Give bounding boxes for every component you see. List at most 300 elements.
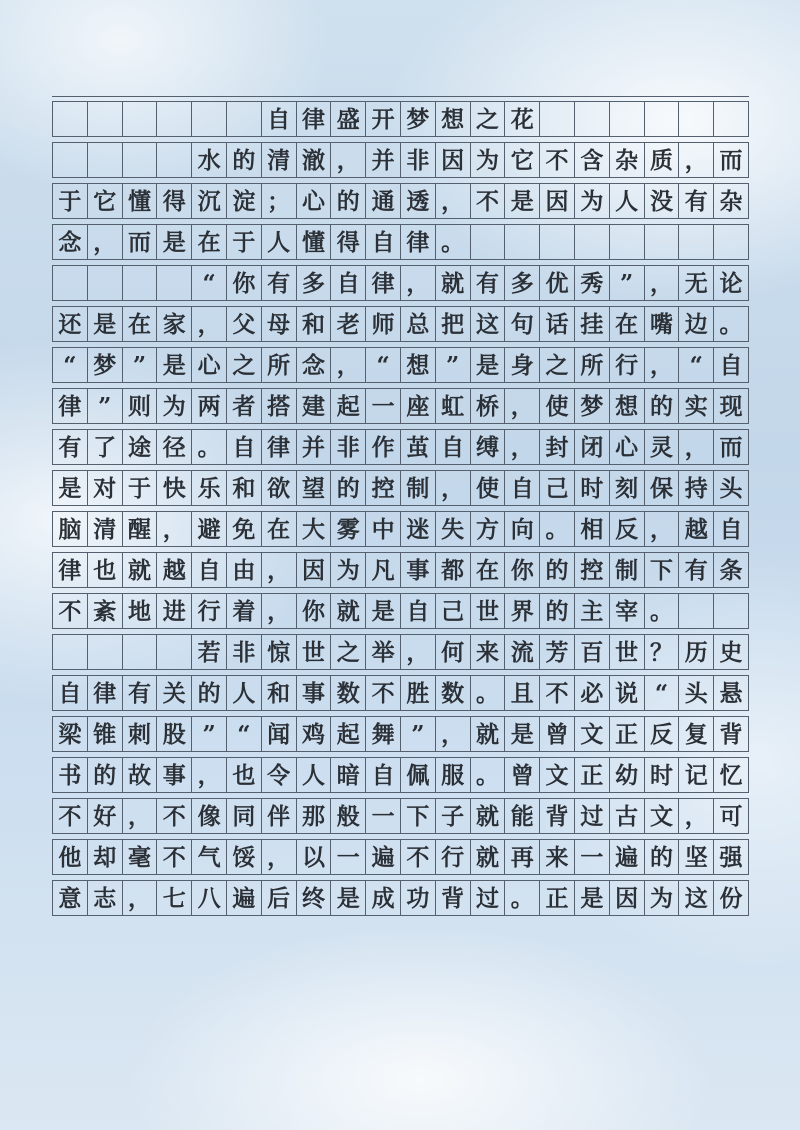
grid-cell (679, 594, 714, 628)
grid-cell: ， (679, 143, 714, 177)
grid-cell: 而 (714, 430, 749, 464)
grid-cell: ， (436, 184, 471, 218)
grid-cell: 清 (88, 512, 123, 546)
grid-cell: “ (192, 266, 227, 300)
grid-cell: 并 (366, 143, 401, 177)
grid-cell: 暗 (331, 758, 366, 792)
grid-cell (610, 225, 645, 259)
grid-cell: 是 (88, 307, 123, 341)
grid-cell: 遍 (366, 840, 401, 874)
grid-cell: 馁 (227, 840, 262, 874)
grid-cell (505, 225, 540, 259)
grid-cell: 非 (227, 635, 262, 669)
essay-line (52, 593, 749, 629)
grid-cell: 懂 (297, 225, 332, 259)
grid-cell: 于 (123, 471, 158, 505)
grid-cell: 子 (436, 799, 471, 833)
grid-cell: 还 (53, 307, 88, 341)
grid-cell: 花 (505, 102, 540, 136)
grid-cell: 在 (262, 512, 297, 546)
grid-cell: 进 (157, 594, 192, 628)
grid-cell: 边 (679, 307, 714, 341)
grid-cell: 秀 (575, 266, 610, 300)
grid-cell: 的 (227, 143, 262, 177)
grid-cell: 封 (540, 430, 575, 464)
grid-cell: 免 (227, 512, 262, 546)
grid-cell: 坚 (679, 840, 714, 874)
essay-line (52, 716, 749, 752)
grid-cell: 背 (540, 799, 575, 833)
grid-cell: 也 (227, 758, 262, 792)
grid-cell: 它 (505, 143, 540, 177)
essay-line (52, 552, 749, 588)
grid-cell: 必 (575, 676, 610, 710)
grid-cell: 事 (401, 553, 436, 587)
grid-cell: 好 (88, 799, 123, 833)
grid-cell: 界 (505, 594, 540, 628)
grid-cell: 自 (227, 430, 262, 464)
grid-cell: 自 (366, 225, 401, 259)
grid-cell: ， (645, 348, 680, 382)
grid-cell: 在 (192, 225, 227, 259)
grid-cell: 没 (645, 184, 680, 218)
grid-cell: 论 (714, 266, 749, 300)
grid-cell: 欲 (262, 471, 297, 505)
grid-cell: 曾 (540, 717, 575, 751)
grid-cell: 忆 (714, 758, 749, 792)
grid-cell: 者 (227, 389, 262, 423)
grid-cell: 心 (192, 348, 227, 382)
grid-cell: 己 (436, 594, 471, 628)
grid-cell (53, 635, 88, 669)
grid-cell: 头 (714, 471, 749, 505)
grid-cell (714, 225, 749, 259)
grid-cell: 避 (192, 512, 227, 546)
grid-cell (88, 102, 123, 136)
grid-cell: ， (331, 143, 366, 177)
grid-cell (53, 102, 88, 136)
grid-cell: 意 (53, 881, 88, 915)
grid-cell: 途 (123, 430, 158, 464)
grid-cell: ， (645, 266, 680, 300)
grid-cell: 。 (645, 594, 680, 628)
grid-cell: 作 (366, 430, 401, 464)
grid-cell: 自 (505, 471, 540, 505)
grid-cell: 越 (157, 553, 192, 587)
grid-cell: 起 (331, 717, 366, 751)
grid-cell (540, 102, 575, 136)
grid-cell: 心 (297, 184, 332, 218)
grid-cell: 舞 (366, 717, 401, 751)
grid-cell: 成 (366, 881, 401, 915)
grid-cell: 令 (262, 758, 297, 792)
grid-cell: ， (505, 430, 540, 464)
grid-cell: 的 (192, 676, 227, 710)
grid-cell: 是 (331, 881, 366, 915)
grid-cell: 律 (297, 102, 332, 136)
essay-line (52, 470, 749, 506)
grid-cell: 醒 (123, 512, 158, 546)
grid-cell: 梦 (88, 348, 123, 382)
grid-cell: 七 (157, 881, 192, 915)
grid-cell: ， (401, 266, 436, 300)
grid-cell: 座 (401, 389, 436, 423)
grid-cell: 父 (227, 307, 262, 341)
grid-cell: 之 (227, 348, 262, 382)
grid-cell: 起 (331, 389, 366, 423)
grid-cell: 的 (540, 594, 575, 628)
grid-cell: 它 (88, 184, 123, 218)
grid-cell: 宰 (610, 594, 645, 628)
grid-cell: 不 (157, 840, 192, 874)
grid-cell: 不 (157, 799, 192, 833)
grid-cell: 着 (227, 594, 262, 628)
grid-cell: 芳 (540, 635, 575, 669)
grid-cell: 控 (366, 471, 401, 505)
grid-cell: 文 (575, 717, 610, 751)
grid-cell: 史 (714, 635, 749, 669)
grid-cell: 百 (575, 635, 610, 669)
grid-cell: 自 (262, 102, 297, 136)
grid-cell: 老 (331, 307, 366, 341)
grid-cell: 就 (471, 840, 506, 874)
grid-cell: 事 (157, 758, 192, 792)
grid-cell: 背 (714, 717, 749, 751)
grid-cell: ； (262, 184, 297, 218)
grid-cell: 人 (227, 676, 262, 710)
essay-line (52, 224, 749, 260)
grid-cell: 行 (610, 348, 645, 382)
grid-cell: 家 (157, 307, 192, 341)
grid-cell: 。 (505, 881, 540, 915)
grid-cell (88, 266, 123, 300)
grid-cell: ， (679, 430, 714, 464)
grid-cell: “ (366, 348, 401, 382)
grid-cell: ？ (645, 635, 680, 669)
grid-cell: 股 (157, 717, 192, 751)
grid-cell (227, 102, 262, 136)
grid-cell: 行 (192, 594, 227, 628)
grid-cell: 以 (297, 840, 332, 874)
grid-cell: 背 (436, 881, 471, 915)
grid-cell: 是 (53, 471, 88, 505)
grid-cell: 般 (331, 799, 366, 833)
grid-cell: 不 (53, 799, 88, 833)
grid-cell: 是 (575, 881, 610, 915)
grid-cell: 心 (610, 430, 645, 464)
grid-cell: “ (645, 676, 680, 710)
grid-cell: 这 (679, 881, 714, 915)
grid-cell: ” (401, 717, 436, 751)
grid-cell: 。 (471, 758, 506, 792)
grid-cell: 是 (505, 717, 540, 751)
grid-cell: 为 (645, 881, 680, 915)
grid-cell: 来 (540, 840, 575, 874)
grid-cell: 在 (123, 307, 158, 341)
grid-cell: 人 (610, 184, 645, 218)
grid-cell: 保 (645, 471, 680, 505)
grid-cell: 遍 (227, 881, 262, 915)
grid-cell: 话 (540, 307, 575, 341)
grid-cell: 灵 (645, 430, 680, 464)
grid-cell: 无 (679, 266, 714, 300)
grid-cell: 由 (227, 553, 262, 587)
grid-cell: 搭 (262, 389, 297, 423)
grid-cell: 同 (227, 799, 262, 833)
grid-cell: 都 (436, 553, 471, 587)
grid-cell: ， (88, 225, 123, 259)
grid-cell (53, 143, 88, 177)
grid-cell: 想 (436, 102, 471, 136)
grid-cell: “ (227, 717, 262, 751)
grid-cell: 所 (575, 348, 610, 382)
grid-cell: 律 (88, 676, 123, 710)
essay-line (52, 757, 749, 793)
grid-cell (192, 102, 227, 136)
grid-cell: 举 (366, 635, 401, 669)
essay-line (52, 634, 749, 670)
essay-line (52, 839, 749, 875)
grid-cell: 一 (366, 389, 401, 423)
grid-cell: 可 (714, 799, 749, 833)
grid-cell: ， (331, 348, 366, 382)
grid-cell: 下 (645, 553, 680, 587)
grid-cell: 开 (366, 102, 401, 136)
grid-cell: 含 (575, 143, 610, 177)
grid-cell: 刻 (610, 471, 645, 505)
grid-cell: 盛 (331, 102, 366, 136)
grid-cell: ， (436, 717, 471, 751)
grid-cell: 多 (505, 266, 540, 300)
grid-cell: 服 (436, 758, 471, 792)
grid-cell: 曾 (505, 758, 540, 792)
grid-cell: 控 (575, 553, 610, 587)
grid-cell (53, 266, 88, 300)
grid-cell: 清 (262, 143, 297, 177)
essay-line (52, 880, 749, 916)
grid-cell: 。 (436, 225, 471, 259)
grid-cell: 就 (436, 266, 471, 300)
grid-cell: 份 (714, 881, 749, 915)
grid-cell: 人 (297, 758, 332, 792)
grid-cell: 有 (262, 266, 297, 300)
grid-cell: 有 (679, 184, 714, 218)
grid-cell: 不 (540, 676, 575, 710)
grid-cell: 在 (471, 553, 506, 587)
grid-cell: 你 (227, 266, 262, 300)
grid-cell: 闭 (575, 430, 610, 464)
grid-cell: 澈 (297, 143, 332, 177)
grid-cell: 想 (401, 348, 436, 382)
grid-cell: 念 (297, 348, 332, 382)
grid-cell: 幼 (610, 758, 645, 792)
grid-cell: 两 (192, 389, 227, 423)
grid-cell: 紊 (88, 594, 123, 628)
grid-cell: 己 (540, 471, 575, 505)
grid-cell: 像 (192, 799, 227, 833)
grid-cell: ， (123, 881, 158, 915)
grid-cell: 淀 (227, 184, 262, 218)
grid-cell (157, 266, 192, 300)
grid-cell: 。 (471, 676, 506, 710)
grid-cell (123, 102, 158, 136)
grid-cell: 流 (505, 635, 540, 669)
grid-cell: 关 (157, 676, 192, 710)
grid-cell (575, 102, 610, 136)
grid-cell: 一 (331, 840, 366, 874)
essay-title (52, 101, 749, 137)
grid-cell: 律 (53, 553, 88, 587)
grid-cell: 杂 (714, 184, 749, 218)
grid-cell: 有 (123, 676, 158, 710)
grid-cell: 为 (157, 389, 192, 423)
grid-cell: 反 (610, 512, 645, 546)
grid-cell: 身 (505, 348, 540, 382)
grid-cell: 非 (401, 143, 436, 177)
grid-cell (645, 225, 680, 259)
grid-cell: 律 (401, 225, 436, 259)
grid-cell (123, 143, 158, 177)
grid-cell: ， (505, 389, 540, 423)
grid-cell (645, 102, 680, 136)
grid-cell: 为 (331, 553, 366, 587)
grid-cell: 时 (645, 758, 680, 792)
grid-cell: 因 (610, 881, 645, 915)
grid-cell: 雾 (331, 512, 366, 546)
grid-cell: 志 (88, 881, 123, 915)
grid-cell: 悬 (714, 676, 749, 710)
grid-cell: 强 (714, 840, 749, 874)
grid-cell: 自 (714, 348, 749, 382)
grid-cell: 并 (297, 430, 332, 464)
grid-cell: 功 (401, 881, 436, 915)
grid-cell: 对 (88, 471, 123, 505)
grid-cell: 因 (540, 184, 575, 218)
grid-cell: 制 (610, 553, 645, 587)
essay-line (52, 142, 749, 178)
grid-cell: 主 (575, 594, 610, 628)
grid-cell (540, 225, 575, 259)
grid-cell: 八 (192, 881, 227, 915)
grid-cell: ， (436, 471, 471, 505)
grid-cell: 于 (227, 225, 262, 259)
grid-cell: 实 (679, 389, 714, 423)
grid-cell: 了 (88, 430, 123, 464)
essay-line (52, 429, 749, 465)
grid-cell: 世 (610, 635, 645, 669)
grid-cell: 越 (679, 512, 714, 546)
grid-cell (610, 102, 645, 136)
grid-cell: ， (262, 840, 297, 874)
grid-cell: 是 (505, 184, 540, 218)
grid-cell: 为 (575, 184, 610, 218)
grid-cell: 就 (123, 553, 158, 587)
grid-cell: ， (192, 307, 227, 341)
grid-cell: 自 (436, 430, 471, 464)
grid-cell: 条 (714, 553, 749, 587)
grid-cell: 头 (679, 676, 714, 710)
grid-cell: 你 (297, 594, 332, 628)
grid-cell: 气 (192, 840, 227, 874)
grid-cell: 所 (262, 348, 297, 382)
grid-cell (88, 143, 123, 177)
grid-cell: ， (192, 758, 227, 792)
grid-cell: 人 (262, 225, 297, 259)
grid-cell (123, 266, 158, 300)
grid-cell: 梁 (53, 717, 88, 751)
grid-cell: 而 (714, 143, 749, 177)
grid-cell: 质 (645, 143, 680, 177)
grid-cell: 说 (610, 676, 645, 710)
grid-cell: 快 (157, 471, 192, 505)
grid-cell: 中 (366, 512, 401, 546)
grid-cell: 这 (471, 307, 506, 341)
grid-cell: 不 (401, 840, 436, 874)
grid-cell: 凡 (366, 553, 401, 587)
grid-cell: 事 (297, 676, 332, 710)
grid-cell: 向 (505, 512, 540, 546)
grid-cell: 多 (297, 266, 332, 300)
grid-cell: 乐 (192, 471, 227, 505)
grid-cell (157, 635, 192, 669)
grid-cell: 之 (540, 348, 575, 382)
grid-cell: 自 (192, 553, 227, 587)
grid-cell: 建 (297, 389, 332, 423)
grid-cell: 方 (471, 512, 506, 546)
grid-cell: ” (88, 389, 123, 423)
grid-cell: 过 (575, 799, 610, 833)
grid-cell: 正 (610, 717, 645, 751)
grid-cell: 因 (297, 553, 332, 587)
grid-cell: 不 (540, 143, 575, 177)
essay-line (52, 798, 749, 834)
grid-cell: 的 (540, 553, 575, 587)
grid-cell: 自 (366, 758, 401, 792)
grid-cell: 是 (366, 594, 401, 628)
grid-cell: 梦 (575, 389, 610, 423)
grid-cell: 而 (123, 225, 158, 259)
composition-paper (52, 96, 749, 916)
grid-cell: 就 (331, 594, 366, 628)
grid-cell: 惊 (262, 635, 297, 669)
grid-cell: 懂 (123, 184, 158, 218)
grid-cell: 有 (679, 553, 714, 587)
grid-cell: 则 (123, 389, 158, 423)
grid-cell: 透 (401, 184, 436, 218)
grid-cell: 律 (262, 430, 297, 464)
grid-cell: 自 (53, 676, 88, 710)
grid-cell: 之 (331, 635, 366, 669)
grid-cell: 为 (471, 143, 506, 177)
grid-cell: 失 (436, 512, 471, 546)
grid-cell: 有 (53, 430, 88, 464)
grid-cell: 通 (366, 184, 401, 218)
grid-cell: 不 (366, 676, 401, 710)
grid-cell: 若 (192, 635, 227, 669)
grid-cell: 的 (331, 471, 366, 505)
grid-cell: 念 (53, 225, 88, 259)
grid-cell: 是 (157, 348, 192, 382)
grid-cell (679, 225, 714, 259)
grid-cell: 和 (262, 676, 297, 710)
grid-cell: 。 (540, 512, 575, 546)
grid-cell: 径 (157, 430, 192, 464)
grid-cell: 数 (436, 676, 471, 710)
grid-cell: 有 (471, 266, 506, 300)
grid-cell: 自 (401, 594, 436, 628)
grid-cell: 地 (123, 594, 158, 628)
grid-cell: ” (123, 348, 158, 382)
